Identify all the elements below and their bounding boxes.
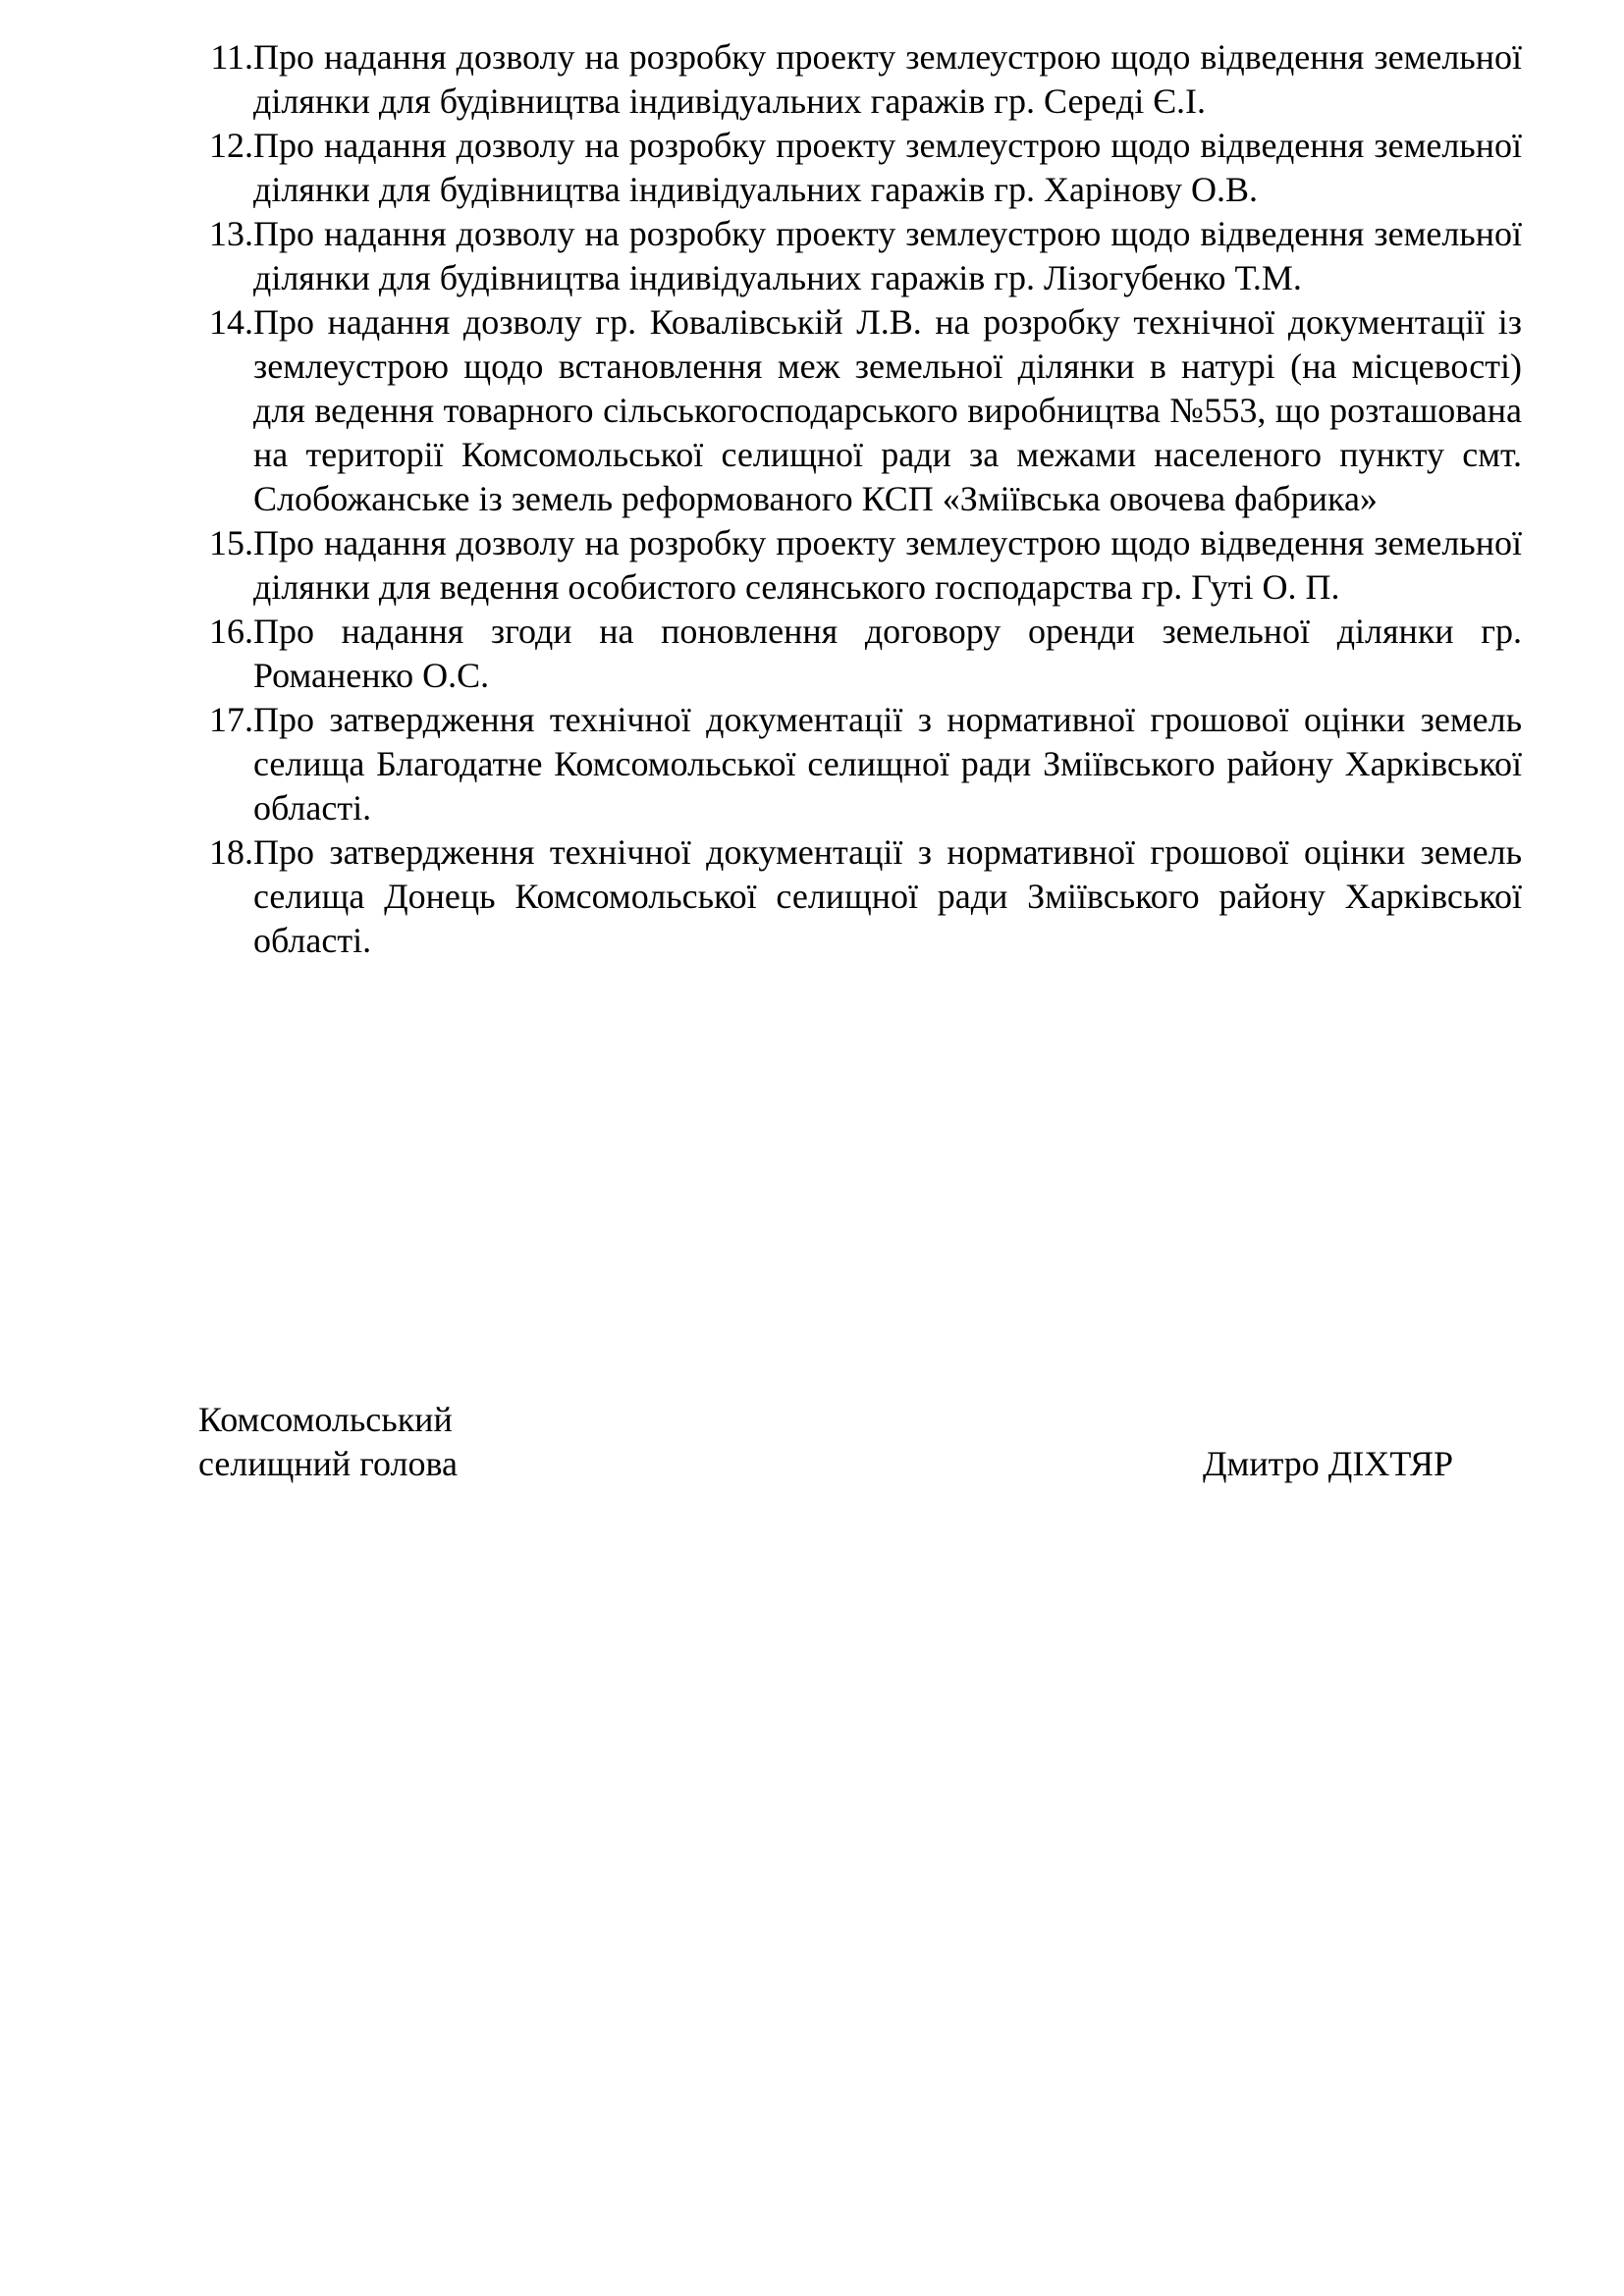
agenda-list [192, 35, 1522, 963]
agenda-item-17 [192, 698, 1522, 830]
agenda-item-16 [192, 610, 1522, 698]
agenda-item-12 [192, 124, 1522, 212]
signatory-title-line2: селищний голова [198, 1444, 459, 1483]
agenda-item-number: 12. [209, 126, 253, 165]
agenda-item-number: 14. [209, 302, 253, 342]
agenda-item-11 [192, 35, 1522, 124]
agenda-item-number: 17. [209, 700, 253, 739]
agenda-item-number: 15. [209, 523, 253, 562]
signatory-title-line1: Комсомольський [198, 1400, 453, 1439]
agenda-item-text: Про надання дозволу гр. Ковалівській Л.В. на розробку технічної документації із землеустрою щодо встановлення меж земельної ділянки в натурі (на місцевості) для ведення товарного сільськогосподарського виробництва №553, що розташована на території Комсомольської селищної ради за межами населеного пункту смт. Слобожанське із земель реформованого КСП «Зміївська овочева фабрика» [253, 302, 1522, 518]
agenda-item-text: Про затвердження технічної документації з нормативної грошової оцінки земель селища Донець Комсомольської селищної ради Зміївського району Харківської області. [253, 832, 1522, 960]
agenda-item-15 [192, 521, 1522, 610]
agenda-item-text: Про надання дозволу на розробку проекту землеустрою щодо відведення земельної ділянки для будівництва індивідуальних гаражів гр. Лізогубенко Т.М. [253, 214, 1522, 297]
agenda-item-number: 18. [209, 832, 253, 872]
agenda-item-number: 11. [210, 37, 253, 77]
agenda-item-18 [192, 830, 1522, 963]
agenda-item-text: Про надання дозволу на розробку проекту землеустрою щодо відведення земельної ділянки для ведення особистого селянського господарства гр. Гуті О. П. [253, 523, 1522, 607]
agenda-item-text: Про затвердження технічної документації з нормативної грошової оцінки земель селища Благодатне Комсомольської селищної ради Зміївського району Харківської області. [253, 700, 1522, 828]
agenda-item-number: 16. [209, 612, 253, 651]
agenda-item-13 [192, 212, 1522, 300]
agenda-item-number: 13. [209, 214, 253, 253]
agenda-item-14 [192, 300, 1522, 521]
signatory-name: Дмитро ДІХТЯР [1203, 1444, 1453, 1483]
agenda-item-text: Про надання дозволу на розробку проекту землеустрою щодо відведення земельної ділянки для будівництва індивідуальних гаражів гр. Харінову О.В. [253, 126, 1522, 209]
signatory-title [198, 1398, 787, 1486]
agenda-item-text: Про надання дозволу на розробку проекту землеустрою щодо відведення земельної ділянки для будівництва індивідуальних гаражів гр. Середі Є.І. [253, 37, 1522, 121]
agenda-item-text: Про надання згоди на поновлення договору оренди земельної ділянки гр. Романенко О.С. [253, 612, 1522, 695]
